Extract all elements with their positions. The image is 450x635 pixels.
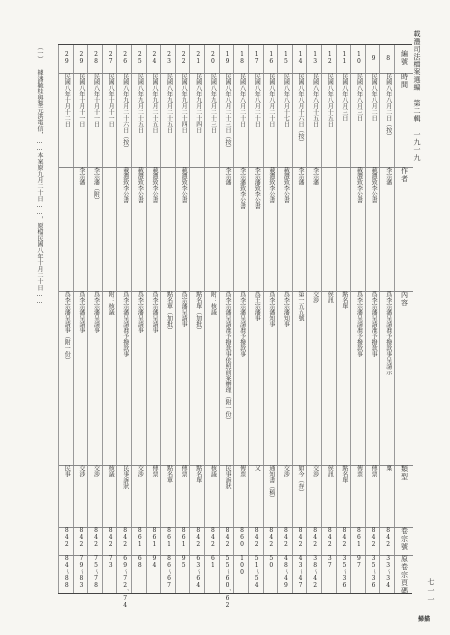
footnote: （一） 據潘毓桂與黎元洪電信，……本案原九月二十日……，原檔民國八年十月二十日…… [36,44,43,306]
cell-type: 交涉 [282,465,290,477]
cell-type: 傳票 [355,465,363,477]
cell-time: 民國八年八月十七日 [282,73,290,127]
cell-volume: 842 [326,527,334,548]
cell-volume: 861 [150,527,158,548]
cell-type: 交涉 [77,465,85,477]
cell-volume: 842 [121,527,129,548]
table-row [365,45,381,593]
cell-volume: 842 [107,527,115,548]
table-row [160,45,176,593]
cell-type: 民事 [63,465,71,477]
cell-pages: 63～64 [194,555,202,589]
cell-volume: 842 [282,527,290,548]
table-row [58,45,74,593]
cell-time: 民國八年八月三日 [355,73,363,121]
cell-content: 附：核議 [209,291,217,315]
cell-volume: 842 [194,527,202,548]
cell-volume: 842 [253,527,261,548]
cell-volume: 842 [384,527,392,548]
cell-time: 民國八年十月十一日 [77,73,85,127]
cell-type: 交涉 [136,465,144,477]
cell-type: 通知書（稿） [267,465,275,501]
table-row [116,45,132,609]
cell-time: 民國八年九月二十五日 [165,73,173,133]
cell-pages: 50 [267,555,275,569]
cell-volume: 842 [77,527,85,548]
cell-pages: 48～49 [282,555,290,589]
cell-content: 爲李宗藩呈請准予撥款事呈請示 [384,291,392,375]
cell-author: 載灃致李公書 [180,167,188,203]
cell-no: 25 [136,51,144,65]
cell-pages: 68 [136,555,144,569]
cell-time: 民國八年九月二十四日 [194,73,202,133]
cell-volume: 842 [209,527,217,548]
cell-no: 15 [282,51,290,65]
table-row [306,45,322,593]
cell-time: 民國八年八月二十日 [238,73,246,127]
cell-pages: 51～54 [253,555,261,589]
cell-type: 民事訴狀 [223,465,231,489]
cell-type: 傳票 [180,465,188,477]
catalog-table [58,44,412,609]
cell-type: 交涉 [311,465,319,477]
cell-content: 交涉 [311,291,319,303]
cell-no: 26 [121,51,129,65]
header-content: 內容 [400,291,409,307]
cell-pages: 97 [355,555,363,569]
cell-type: 稟 [384,465,392,471]
table-row [204,45,220,593]
cell-volume: 842 [370,527,378,548]
cell-content: 爲李宗藩呈請事 [136,291,144,333]
header-time: 時間 [400,73,409,89]
header-author: 作者 [400,167,409,183]
cell-time: 民國八年九月二十五日 [136,73,144,133]
cell-volume: 861 [180,527,188,548]
cell-pages: 95 [180,555,188,569]
cell-no: 22 [180,51,188,65]
cell-content: 爲李宗藩呈請准予撥款事 [355,291,363,357]
cell-time: 民國八年八月三日 [340,73,348,121]
cell-author: 李宗藩 [384,167,392,185]
cell-time: 民國八年八月十五日 [326,73,334,127]
cell-pages: 35～36 [340,555,348,589]
cell-content: 爲李宗藩呈請事（附一份） [63,291,71,363]
cell-no: 8 [384,54,392,62]
cell-content: 爲李宗藩呈請事 [92,291,100,333]
cell-volume: 842 [63,527,71,548]
cell-pages: 86～67 [165,555,173,589]
cell-no: 14 [297,51,305,65]
cell-time: 民國八年十月十二日 [63,73,71,127]
cell-type: 核議 [209,465,217,477]
cell-time: 民國八年九月二十三日 [209,73,217,133]
cell-type: 民事訴狀 [121,465,129,489]
cell-content: 爲李宗藩呈請事 [77,291,85,333]
cell-author: 李宗藩致李公書 [253,167,261,209]
cell-author: 李宗藩 [77,167,85,185]
cell-time: 民國八年九月二十四日 [180,73,188,133]
cell-time: 民國八年十月十一日 [107,73,115,127]
cell-no: 18 [238,51,246,65]
cell-time: 民國八年八月二日（按） [384,73,392,139]
cell-pages: 37 [326,555,334,569]
cell-no: 17 [253,51,261,65]
header-volume: 卷宗號 [400,527,409,551]
cell-content: 爲李宗藩呈請事 [150,291,158,333]
cell-no: 29 [63,51,71,65]
table-row [131,45,147,593]
cell-time: 民國八年八月二十三日（按） [223,73,231,151]
cell-volume: 842 [311,527,319,548]
cell-author: 載灃致李公書 [267,167,275,203]
cell-type: 核議 [107,465,115,477]
cell-author: 載灃致李公書 [355,167,363,203]
cell-time: 民國八年八月二日 [370,73,378,121]
cell-content: 點名單 [340,291,348,309]
cell-type: 點名單 [340,465,348,483]
table-row [379,45,395,593]
cell-no: 29 [77,51,85,65]
cell-time: 民國八年八月二十日 [253,73,261,127]
archive-seal: 掃描 [417,616,430,623]
table-row [336,45,352,593]
cell-content: 爲宗藩呈請事 [180,291,188,327]
cell-author: 載灃致李公書 [136,167,144,203]
cell-pages: 33～34 [384,555,392,589]
cell-volume: 842 [340,527,348,548]
cell-type: 傳票 [238,465,246,477]
cell-type: 交涉 [92,465,100,477]
cell-author: 載灃致李公書 [121,167,129,203]
header-type: 類型 [400,465,409,481]
cell-no: 27 [107,51,115,65]
cell-content: 爲王宗藩事 [253,291,261,321]
cell-content: 爲李宗藩呈請准予撥款事依照前案辦理（附一份） [223,291,231,423]
running-header: 載灃司法檔案選編 第二輯 一九一九 [413,30,421,162]
cell-type: 如今（存） [297,465,305,495]
cell-no: 10 [355,51,363,65]
table-row [277,45,293,593]
cell-content: 爲李宗藩呈請准予撥款事 [238,291,246,357]
header-no: 編號 [400,50,409,66]
table-row [233,45,249,593]
cell-volume: 860 [238,527,246,548]
table-row [263,45,279,593]
cell-pages: 79～83 [77,555,85,589]
cell-author: 李宗藩（附） [92,167,100,203]
cell-content: 爲李宗藩呈請准予撥款事 [370,291,378,357]
cell-volume: 842 [223,527,231,548]
cell-pages: 38～42 [311,555,319,589]
cell-content: 點名單（加批） [165,291,173,333]
header-column [394,45,413,593]
cell-author: 載灃致李公書 [150,167,158,203]
cell-content: 爲李宗藩呈請准予撥款事 [121,291,129,357]
table-row [189,45,205,593]
cell-content: 點名單（加批） [194,291,202,333]
cell-type: 點名單 [165,465,173,483]
cell-type: 點名單 [194,465,202,483]
cell-no: 16 [267,51,275,65]
cell-type: 侯訊 [326,465,334,477]
table-row [73,45,89,593]
cell-no: 13 [311,51,319,65]
cell-pages: 69～72、74 [121,555,129,609]
cell-time: 民國八年八月十六日（按） [297,73,305,145]
cell-pages: 84～88 [63,555,71,589]
cell-author: 李宗藩 [311,167,319,185]
cell-content: 附：核議 [107,291,115,315]
cell-pages: 100 [238,555,246,576]
cell-volume: 842 [297,527,305,548]
cell-content: 爲李宗藩知事 [282,291,290,327]
cell-pages: 73 [107,555,115,569]
cell-no: 19 [223,51,231,65]
header-pages: 原卷宗頁碼 [400,555,409,595]
table-row [321,45,337,593]
table-row [175,45,191,593]
table-row [248,45,264,593]
cell-volume: 861 [136,527,144,548]
cell-author: 載灃致李公書 [282,167,290,203]
cell-content: 爲李宗藩知事 [267,291,275,327]
cell-pages: 94 [150,555,158,569]
cell-no: 21 [194,51,202,65]
cell-type: 又 [253,465,261,471]
cell-time: 民國八年十月十一日 [92,73,100,127]
page-number: 七一一 [427,578,435,605]
cell-no: 28 [92,51,100,65]
table-row [350,45,366,593]
cell-volume: 842 [267,527,275,548]
cell-no: 24 [150,51,158,65]
cell-no: 23 [165,51,173,65]
cell-no: 12 [326,51,334,65]
cell-no: 11 [340,51,348,65]
cell-content: 第一五五號 [297,291,305,321]
cell-no: 9 [370,54,378,62]
cell-pages: 55～60、62 [223,555,231,609]
cell-author: 李宗藩 [223,167,231,185]
cell-type: 傳票 [370,465,378,477]
cell-time: 民國八年八月二十日 [267,73,275,127]
cell-pages: 75～78 [92,555,100,589]
cell-pages: 35～36 [370,555,378,589]
cell-author: 載灃致李公書 [370,167,378,203]
cell-content: 侯訊 [326,291,334,303]
table-row [219,45,235,609]
cell-time: 民國八年九月二十五日 [150,73,158,133]
cell-time: 民國八年九月二十六日（按） [121,73,129,151]
table-row [87,45,103,593]
cell-volume: 842 [92,527,100,548]
table-row [102,45,118,593]
cell-volume: 861 [355,527,363,548]
cell-author: 李宗藩致李公書 [238,167,246,209]
table-row [146,45,162,593]
table-row [292,45,308,593]
cell-volume: 861 [165,527,173,548]
cell-pages: 61 [209,555,217,569]
cell-type: 傳票 [150,465,158,477]
cell-no: 20 [209,51,217,65]
cell-pages: 43～47 [297,555,305,589]
cell-author: 李宗藩 [297,167,305,185]
cell-time: 民國八年八月十五日 [311,73,319,127]
